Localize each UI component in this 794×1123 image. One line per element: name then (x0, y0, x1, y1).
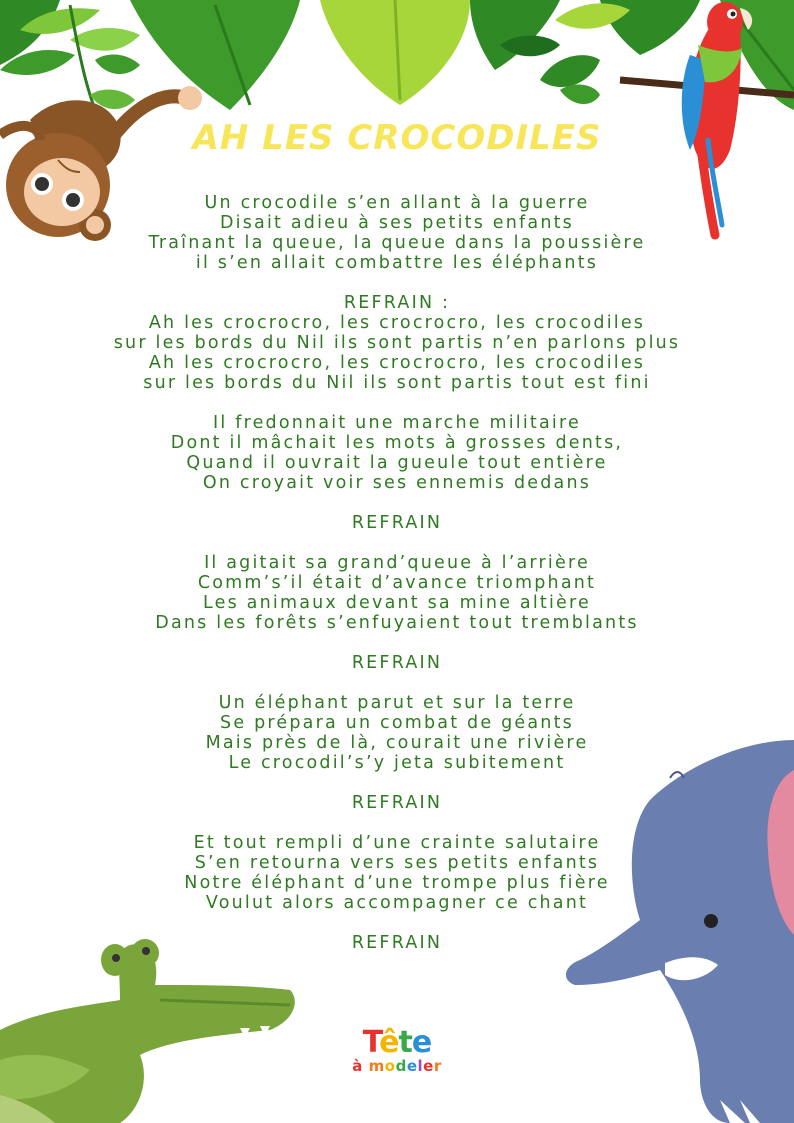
logo-letter: r (433, 1057, 442, 1075)
lyric-line: Il fredonnait une marche militaire (213, 413, 581, 433)
logo-main-text (0, 1025, 794, 1060)
lyric-line: Notre éléphant d’une trompe plus fière (184, 873, 610, 893)
stanza (0, 693, 794, 773)
logo-letter: l (417, 1057, 424, 1075)
lyric-line: Comm’s’il était d’avance triomphant (197, 573, 597, 593)
logo-letter: ê (379, 1025, 399, 1060)
logo-letter: e (423, 1057, 434, 1075)
lyric-line: Ah les crocrocro, les crocrocro, les crocodiles (148, 313, 646, 333)
stanza (0, 793, 794, 813)
lyric-line: sur les bords du Nil ils sont partis n’en parlons plus (113, 333, 681, 353)
lyric-line: Ah les crocrocro, les crocrocro, les crocodiles (148, 353, 646, 373)
lyric-line: Disait adieu à ses petits enfants (220, 213, 574, 233)
lyric-line: sur les bords du Nil ils sont partis tout est fini (143, 373, 651, 393)
refrain-marker: REFRAIN (351, 793, 443, 813)
logo-letter: à (352, 1057, 363, 1075)
lyric-line: S’en retourna vers ses petits enfants (194, 853, 600, 873)
lyric-line: REFRAIN : (343, 293, 451, 313)
logo-letter: d (395, 1057, 407, 1075)
lyric-line: Le crocodil’s’y jeta subitement (228, 753, 566, 773)
lyrics (0, 193, 794, 973)
logo-letter: T (362, 1025, 380, 1060)
logo-letter: o (384, 1057, 396, 1075)
lyric-line: Voulut alors accompagner ce chant (205, 893, 589, 913)
lyric-line: Et tout rempli d’une crainte salutaire (193, 833, 601, 853)
lyric-line: Mais près de là, courait une rivière (205, 733, 589, 753)
lyric-line: Traînant la queue, la queue dans la poussière (148, 233, 646, 253)
lyric-line: Dans les forêts s’enfuyaient tout tremblants (155, 613, 639, 633)
logo-letter: e (406, 1057, 418, 1075)
lyric-line: Un éléphant parut et sur la terre (218, 693, 576, 713)
lyric-line: Se prépara un combat de géants (220, 713, 574, 733)
lyric-line: On croyait voir ses ennemis dedans (202, 473, 592, 493)
refrain-marker: REFRAIN (351, 513, 443, 533)
logo-letter: t (398, 1025, 412, 1060)
stanza (0, 513, 794, 533)
logo-letter: e (411, 1025, 432, 1060)
stanza (0, 653, 794, 673)
stanza (0, 413, 794, 493)
lyric-line: Les animaux devant sa mine altière (202, 593, 591, 613)
logo-sub-text (0, 1058, 794, 1074)
stanza (0, 193, 794, 273)
stanza (0, 293, 794, 393)
lyric-line: Quand il ouvrait la gueule tout entière (186, 453, 608, 473)
refrain-marker: REFRAIN (351, 933, 443, 953)
stanza (0, 833, 794, 913)
refrain-marker: REFRAIN (351, 653, 443, 673)
stanza (0, 933, 794, 953)
song-title: AH LES CROCODILES (192, 118, 602, 158)
logo-letter: m (368, 1057, 385, 1075)
lyric-line: Dont il mâchait les mots à grosses dents, (170, 433, 624, 453)
lyric-line: Il agitait sa grand’queue à l’arrière (204, 553, 590, 573)
stanza (0, 553, 794, 633)
lyric-line: Un crocodile s’en allant à la guerre (204, 193, 590, 213)
lyric-line: il s’en allait combattre les éléphants (195, 253, 599, 273)
tete-a-modeler-logo (0, 1025, 794, 1075)
